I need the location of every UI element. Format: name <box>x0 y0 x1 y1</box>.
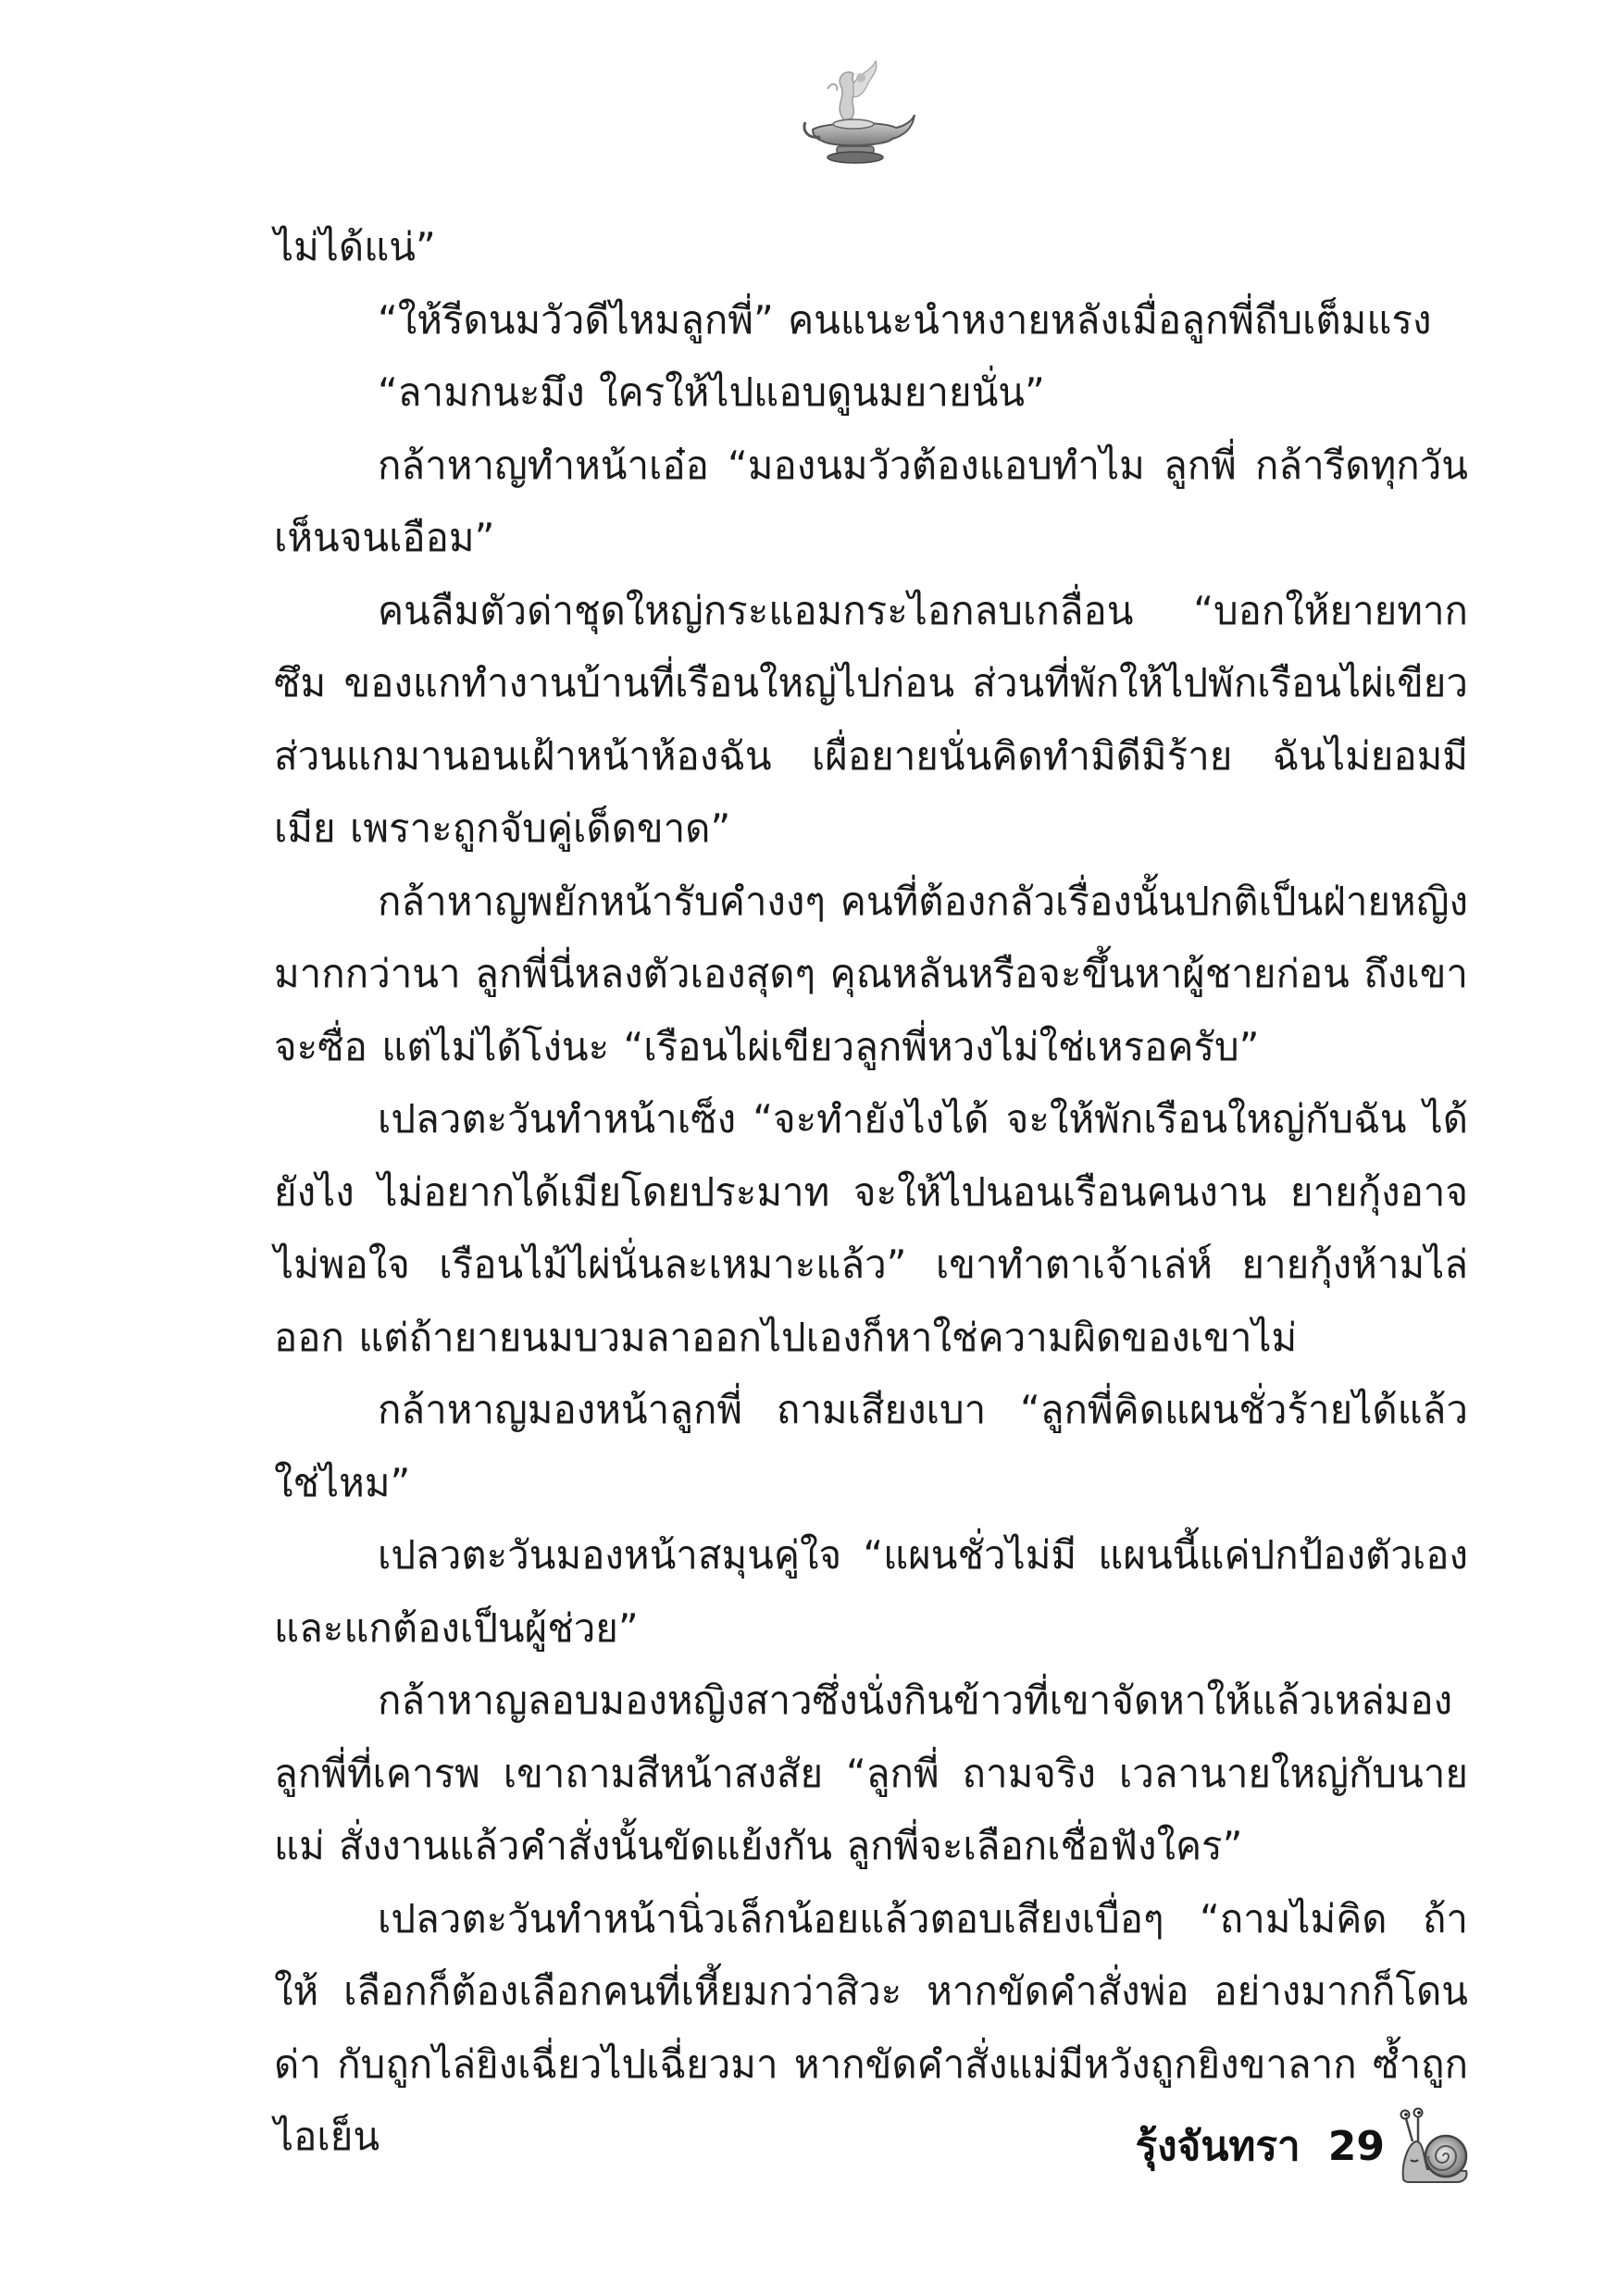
paragraph: เปลวตะวันทำหน้าเซ็ง “จะทำยังไงได้ จะให้พักเรือนใหญ่กับฉัน ได้ยังไง ไม่อยากได้เมียโดยประมาท จะให้ไปนอนเรือนคนงาน ยายกุ้งอาจ ไม่พอใจ เรือนไม้ไผ่นั่นละเหมาะแล้ว” เขาทำตาเจ้าเล่ห์ ยายกุ้งห้ามไล่ออก แต่ถ้ายายนมบวมลาออกไปเองก็หาใช่ความผิดของเขาไม่ <box>274 1096 1468 1360</box>
snail-icon <box>1396 2104 1470 2188</box>
paragraph: “ลามกนะมึง ใครให้ไปแอบดูนมยายนั่น” <box>378 369 1045 415</box>
paragraph: เปลวตะวันมองหน้าสมุนคู่ใจ “แผนชั่วไม่มี แผนนี้แค่ปกป้องตัวเอง และแกต้องเป็นผู้ช่วย” <box>274 1532 1468 1651</box>
paragraph: เปลวตะวันทำหน้านิ่วเล็กน้อยแล้วตอบเสียงเบื่อๆ “ถามไม่คิด ถ้าให้ เลือกก็ต้องเลือกคนที่เหี้ยมกว่าสิวะ หากขัดคำสั่งพ่อ อย่างมากก็โดนด่า กับถูกไล่ยิงเฉี่ยวไปเฉี่ยวมา หากขัดคำสั่งแม่มีหวังถูกยิงขาลาก ซ้ำถูกไอเย็น <box>274 1895 1468 2159</box>
paragraph: กล้าหาญลอบมองหญิงสาวซึ่งนั่งกินข้าวที่เขาจัดหาให้แล้วเหล่มอง ลูกพี่ที่เคารพ เขาถามสีหน้าสงสัย “ลูกพี่ ถามจริง เวลานายใหญ่กับนายแม่ สั่งงานแล้วคำสั่งนั้นขัดแย้งกัน ลูกพี่จะเลือกเชื่อฟังใคร” <box>274 1678 1468 1868</box>
paragraph: คนลืมตัวด่าชุดใหญ่กระแอมกระไอกลบเกลื่อน “บอกให้ยายทากซึม ของแกทำงานบ้านที่เรือนใหญ่ไปก่อน ส่วนที่พักให้ไปพักเรือนไผ่เขียว ส่วนแกมานอนเฝ้าหน้าห้องฉัน เผื่อยายนั่นคิดทำมิดีมิร้าย ฉันไม่ยอมมีเมีย เพราะถูกจับคู่เด็ดขาด” <box>274 587 1468 851</box>
page-number: 29 <box>1327 2122 1385 2170</box>
paragraph: ไม่ได้แน่” <box>274 224 436 269</box>
genie-lamp-icon <box>796 56 916 167</box>
paragraph: กล้าหาญทำหน้าเอ๋อ “มองนมวัวต้องแอบทำไม ลูกพี่ กล้ารีดทุกวัน เห็นจนเอือม” <box>274 442 1468 560</box>
paragraph: กล้าหาญพยักหน้ารับคำงงๆ คนที่ต้องกลัวเรื่องนั้นปกติเป็นฝ่ายหญิง มากกว่านา ลูกพี่นี่หลงตัวเองสุดๆ คุณหลันหรือจะขึ้นหาผู้ชายก่อน ถึงเขา จะซื่อ แต่ไม่ได้โง่นะ “เรือนไผ่เขียวลูกพี่หวงไม่ใช่เหรอครับ” <box>274 878 1468 1069</box>
author-name: รุ้งจันทรา <box>1135 2123 1301 2170</box>
paragraph: “ให้รีดนมวัวดีไหมลูกพี่” คนแนะนำหงายหลังเมื่อลูกพี่ถีบเต็มแรง <box>378 296 1432 343</box>
page-footer <box>1135 2100 1470 2192</box>
paragraph: กล้าหาญมองหน้าลูกพี่ ถามเสียงเบา “ลูกพี่คิดแผนชั่วร้ายได้แล้ว ใช่ไหม” <box>274 1387 1468 1505</box>
